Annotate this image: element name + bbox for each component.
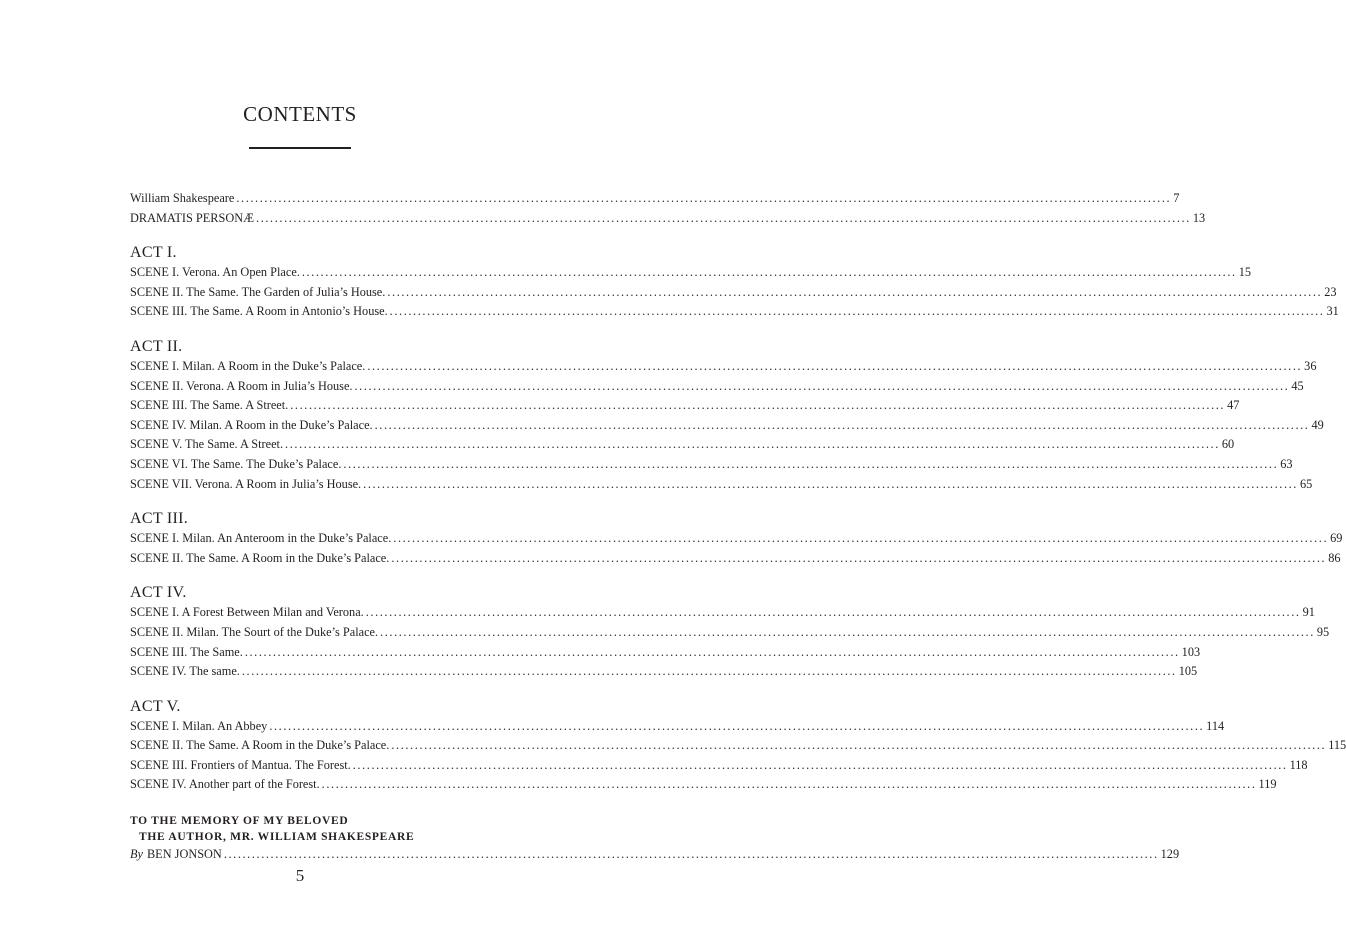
entry-page: 7: [1173, 191, 1180, 205]
act-5-section: [130, 697, 1346, 795]
toc-entry-scene[interactable]: [130, 717, 1225, 737]
act-3-section: [130, 509, 1343, 568]
entry-label: SCENE IV. The same.: [130, 664, 240, 679]
entry-label: SCENE VI. The Same. The Duke’s Palace.: [130, 456, 342, 471]
entry-page: 31: [1326, 304, 1339, 319]
entry-page: 105: [1178, 664, 1198, 679]
title-rule: [249, 147, 351, 149]
entry-label: SCENE III. The Same.: [130, 644, 243, 659]
entry-label: SCENE III. The Same. A Room in Antonio’s House.: [130, 304, 388, 319]
toc-entry-dramatis-personae[interactable]: [130, 209, 1206, 229]
entry-page: 95: [1316, 624, 1330, 639]
entry-label: SCENE III. Frontiers of Mantua. The Forest.: [130, 757, 351, 772]
entry-page: 13: [1192, 210, 1206, 225]
entry-page: 65: [1299, 476, 1313, 491]
dot-leader: ........................................................................................................................................................................................................: [352, 757, 1288, 772]
entry-page: 91: [1302, 605, 1315, 620]
dot-leader: ........................................................................................................................................................................................................: [389, 304, 1325, 319]
toc-entry-scene[interactable]: [130, 263, 1251, 283]
entry-page: 45: [1291, 378, 1304, 393]
entry-label: SCENE V. The Same. A Street.: [130, 437, 284, 452]
entry-page: 118: [1289, 757, 1308, 772]
entry-page: 103: [1181, 644, 1201, 659]
entry-label: SCENE I. Milan. A Room in the Duke’s Palace.: [130, 358, 366, 373]
toc-entry-scene[interactable]: [130, 302, 1339, 322]
entry-label: [130, 845, 222, 865]
entry-label: SCENE II. The Same. The Garden of Julia’s House.: [130, 284, 386, 299]
entry-page: 119: [1258, 777, 1277, 792]
memorial-heading-line-1: TO THE MEMORY OF MY BELOVED: [130, 815, 349, 828]
act-heading: ACT III.: [130, 510, 189, 528]
dot-leader: ........................................................................................................................................................................................................: [393, 531, 1329, 546]
memorial-heading-line-2: THE AUTHOR, MR. WILLIAM SHAKESPEARE: [139, 831, 415, 844]
toc-entry-scene[interactable]: [130, 756, 1308, 776]
act-4-section: [130, 583, 1330, 681]
toc-entry-scene[interactable]: [130, 283, 1337, 303]
dot-leader: ........................................................................................................................................................................................................: [374, 417, 1310, 432]
entry-label: SCENE II. The Same. A Room in the Duke’s Palace.: [130, 738, 390, 753]
entry-label: DRAMATIS PERSONÆ: [130, 210, 255, 225]
entry-page: 129: [1160, 847, 1180, 862]
toc-entry-scene[interactable]: [130, 603, 1315, 623]
entry-label: SCENE I. Verona. An Open Place.: [130, 265, 300, 280]
entry-label: SCENE I. A Forest Between Milan and Verona.: [130, 605, 364, 620]
toc-entry-author[interactable]: [130, 189, 1180, 209]
toc-entry-scene[interactable]: [130, 377, 1304, 397]
entry-label: SCENE IV. Milan. A Room in the Duke’s Palace.: [130, 417, 373, 432]
entry-page: 63: [1280, 456, 1293, 471]
entry-page: 47: [1227, 398, 1240, 413]
dot-leader: ........................................................................................................................................................................................................: [241, 664, 1177, 679]
dot-leader: ........................................................................................................................................................................................................: [285, 437, 1220, 452]
toc-entry-scene[interactable]: [130, 396, 1240, 416]
entry-label: SCENE IV. Another part of the Forest.: [130, 777, 320, 792]
memorial-heading: [130, 813, 471, 845]
entry-page: 36: [1304, 358, 1317, 373]
toc-entry-scene[interactable]: [130, 475, 1313, 495]
toc-entry-ben-jonson[interactable]: [130, 845, 1180, 865]
entry-label: SCENE I. Milan. An Anteroom in the Duke’s Palace.: [130, 531, 392, 546]
dot-leader: ........................................................................................................................................................................................................: [223, 847, 1159, 862]
dot-leader: ........................................................................................................................................................................................................: [367, 358, 1303, 373]
dot-leader: ........................................................................................................................................................................................................: [244, 644, 1180, 659]
dot-leader: ........................................................................................................................................................................................................: [256, 210, 1191, 225]
dot-leader: ........................................................................................................................................................................................................: [236, 191, 1172, 205]
entry-page: 49: [1311, 417, 1324, 432]
toc-entry-scene[interactable]: [130, 529, 1343, 549]
entry-page: 23: [1324, 284, 1337, 299]
toc-entry-scene[interactable]: [130, 736, 1346, 756]
toc-entry-scene[interactable]: [130, 416, 1324, 436]
act-2-section: [130, 337, 1324, 494]
act-heading: ACT V.: [130, 697, 181, 715]
toc-entry-scene[interactable]: [130, 455, 1293, 475]
dot-leader: ........................................................................................................................................................................................................: [380, 624, 1315, 639]
dot-leader: ........................................................................................................................................................................................................: [363, 476, 1298, 491]
page-title: CONTENTS: [243, 102, 357, 126]
entry-label: SCENE II. The Same. A Room in the Duke’s Palace.: [130, 550, 390, 565]
entry-page: 69: [1330, 531, 1343, 546]
entry-label: SCENE I. Milan. An Abbey: [130, 718, 268, 733]
memorial-section: [130, 813, 1180, 865]
intro-section: [130, 189, 1206, 228]
toc-entry-scene[interactable]: [130, 643, 1201, 663]
by-prefix: By: [130, 847, 143, 862]
dot-leader: ........................................................................................................................................................................................................: [301, 265, 1237, 280]
act-heading: ACT I.: [130, 244, 177, 262]
toc-entry-scene[interactable]: [130, 357, 1317, 377]
toc-entry-scene[interactable]: [130, 775, 1277, 795]
dot-leader: ........................................................................................................................................................................................................: [269, 718, 1205, 733]
page-number: 5: [295, 866, 305, 885]
entry-page: 114: [1206, 718, 1225, 733]
entry-label: William Shakespeare: [130, 191, 235, 205]
entry-page: 60: [1221, 437, 1235, 452]
dot-leader: ........................................................................................................................................................................................................: [343, 456, 1279, 471]
entry-label: SCENE III. The Same. A Street.: [130, 398, 289, 413]
toc-entry-scene[interactable]: [130, 623, 1330, 643]
toc-entry-scene[interactable]: [130, 435, 1235, 455]
dot-leader: ........................................................................................................................................................................................................: [321, 777, 1257, 792]
act-1-section: [130, 243, 1339, 322]
toc-entry-scene[interactable]: [130, 662, 1198, 682]
entry-label: SCENE VII. Verona. A Room in Julia’s House.: [130, 476, 362, 491]
act-heading: ACT IV.: [130, 584, 187, 602]
toc-entry-scene[interactable]: [130, 549, 1341, 569]
dot-leader: ........................................................................................................................................................................................................: [391, 550, 1327, 565]
entry-label: SCENE II. Milan. The Sourt of the Duke’s Palace.: [130, 624, 379, 639]
entry-page: 115: [1328, 738, 1346, 753]
entry-page: 15: [1238, 265, 1251, 280]
act-heading: ACT II.: [130, 337, 183, 355]
entry-page: 86: [1328, 550, 1341, 565]
dot-leader: ........................................................................................................................................................................................................: [391, 738, 1327, 753]
dot-leader: ........................................................................................................................................................................................................: [354, 378, 1290, 393]
dot-leader: ........................................................................................................................................................................................................: [387, 284, 1323, 299]
dot-leader: ........................................................................................................................................................................................................: [365, 605, 1301, 620]
dot-leader: ........................................................................................................................................................................................................: [290, 398, 1226, 413]
entry-label: SCENE II. Verona. A Room in Julia’s House.: [130, 378, 353, 393]
author-name: BEN JONSON: [146, 847, 222, 862]
table-of-contents: [130, 189, 1346, 865]
